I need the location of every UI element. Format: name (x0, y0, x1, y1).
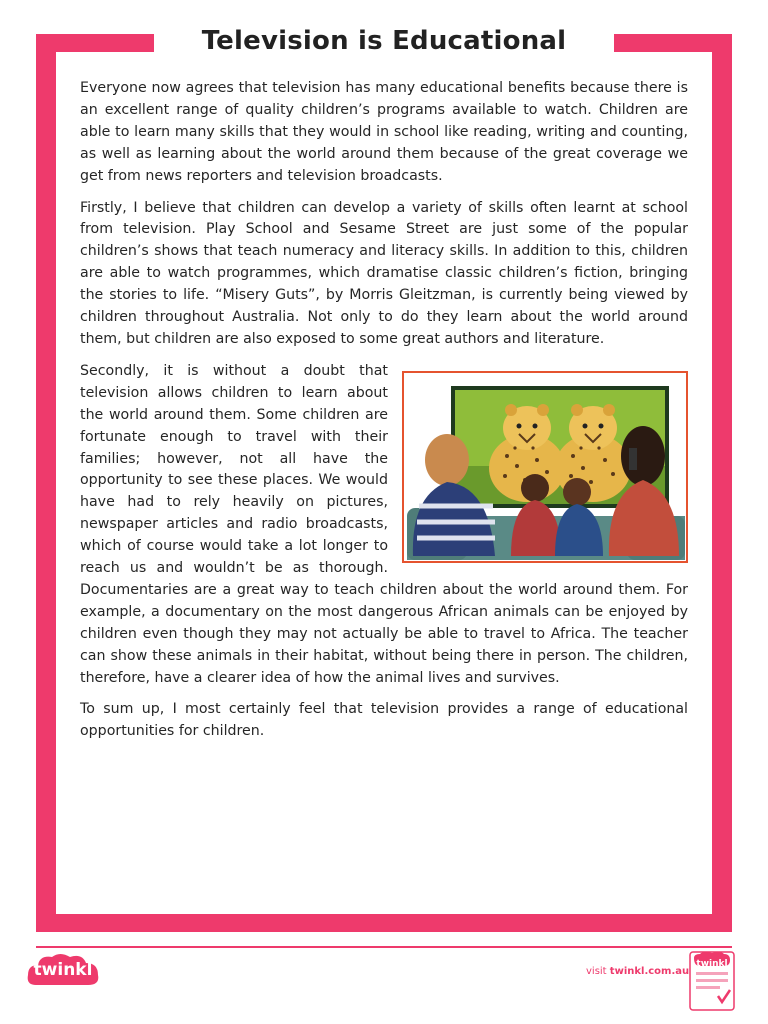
paragraph-firstly: Firstly, I believe that children can develop a variety of skills often learnt at school from television. Play School and Sesame Street are just some of the popular children’s shows that teach numeracy and literacy skills. In addition to this, children are able to watch programmes, which dramatise classic children’s fiction, bringing the stories to life. “Misery Guts”, by Morris Gleitzman, is currently being viewed by children throughout Australia. Not only to do they learn about the world around them, but children are also exposed to some great authors and literature. (80, 199, 688, 347)
paragraph-secondly: Secondly, it is without a doubt that television allows children to learn about the world around them. Some children are fortunate enough to travel with their families; however, not all have the opportunity to see these places. We would have had to rely heavily on pictures, newspaper articles and radio broadcasts, which of course would take a lot longer to reach us and wouldn’t be as thorough. Documentaries are a great way to teach children about the world around them. For example, a documentary on the most dangerous African animals can be enjoyed by children even though they may not actually be able to travel to Africa. The teacher can show these animals in their habitat, without being there in person. The children, therefore, have a clearer idea of how the animal lives and survives. (80, 362, 688, 686)
tv-illustration (402, 371, 688, 563)
visit-prefix: visit (586, 966, 610, 977)
page-title: Television is Educational (201, 26, 567, 56)
children-watching-cheetahs-image (407, 376, 685, 560)
logo-text: twinkl (33, 960, 93, 980)
paragraph-conclusion: To sum up, I most certainly feel that television provides a range of educational opportunities for children. (80, 701, 688, 740)
visit-site: twinkl.com.au (609, 966, 690, 977)
visit-link[interactable] (586, 966, 689, 977)
twinkl-logo[interactable] (26, 953, 100, 989)
badge-text: twinkl (696, 959, 728, 969)
frame-right (712, 34, 732, 932)
quality-badge (688, 950, 736, 1014)
paragraph-intro: Everyone now agrees that television has many educational benefits because there is an excellent range of quality children’s programs available to watch. Children are able to learn many skills that they would in school like reading, writing and counting, as well as learning about the world around them because of the great coverage we get from news reporters and television broadcasts. (80, 80, 688, 184)
article-body (80, 78, 688, 753)
frame-left (36, 34, 56, 932)
frame-bottom (36, 914, 732, 932)
footer-divider (36, 946, 732, 948)
